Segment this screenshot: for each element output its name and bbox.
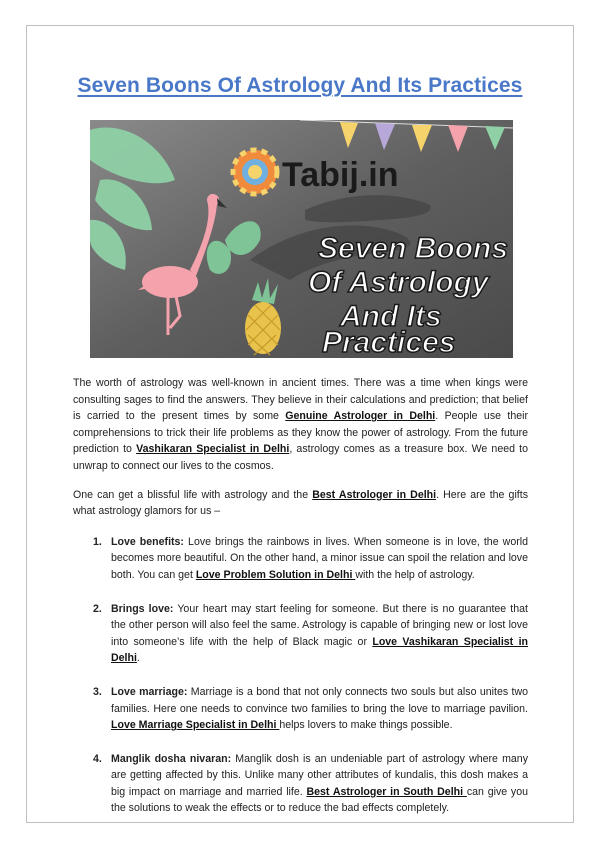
- zodiac-wheel-icon: [233, 150, 277, 194]
- genuine-astrologer-link[interactable]: Genuine Astrologer in Delhi: [285, 410, 436, 423]
- list-item: 3. Love marriage: Marriage is a bond that not only connects two souls but also unites two families. Here one needs to convince two families to bring the love to marriage pavilion. Love Marriage Specialist in Delhi helps lovers to make things possible.: [93, 685, 528, 732]
- hero-overlay-line: Practices: [322, 326, 456, 358]
- hero-image: [90, 120, 513, 358]
- list-item: 4. Manglik dosha nivaran: Manglik dosh is an undeniable part of astrology where many are getting affected by this. Unlike many other attributes of kundalis, this dosh makes a big impact on marriage and married life. Best Astrologer in South Delhi can give you the solutions to weak the effects or to reduce the bad effects completely.: [93, 752, 529, 815]
- vashikaran-specialist-link[interactable]: Vashikaran Specialist in Delhi: [136, 443, 290, 456]
- page-title[interactable]: Seven Boons Of Astrology And Its Practices: [77, 74, 523, 97]
- hero-brand: Tabij.in: [282, 156, 399, 194]
- hero-overlay-line: Seven Boons: [318, 232, 509, 265]
- list-item: 1. Love benefits: Love brings the rainbows in lives. When someone is in love, the world becomes more beautiful. On the other hand, a minor issue can spoil the relation and love both. You can get Love Problem Solution in Delhi with the help of astrology.: [93, 535, 528, 581]
- gifts-paragraph: One can get a blissful life with astrology and the Best Astrologer in Delhi. Here are the gifts what astrology glamors for us –: [73, 488, 528, 518]
- article-body: [73, 375, 528, 834]
- love-problem-solution-link[interactable]: Love Problem Solution in Delhi: [195, 568, 356, 581]
- love-marriage-specialist-link[interactable]: Love Marriage Specialist in Delhi: [111, 719, 280, 732]
- best-astrologer-south-delhi-link[interactable]: Best Astrologer in South Delhi: [306, 785, 467, 798]
- best-astrologer-link[interactable]: Best Astrologer in Delhi: [312, 488, 437, 501]
- list-item: 2. Brings love: Your heart may start feeling for someone. But there is no guarantee that the other person will also feel the same. Astrology is capable of bringing new or lost love into someone’s life with the help of Black magic or Love Vashikaran Specialist in Delhi.: [93, 602, 528, 665]
- hero-overlay-line: Of Astrology: [308, 266, 489, 299]
- love-vashikaran-specialist-link[interactable]: Love Vashikaran Specialist in Delhi: [111, 635, 528, 665]
- intro-paragraph: The worth of astrology was well-known in ancient times. There was a time when kings were consulting sages to find the answers. They believe in their calculations and prediction; that belief is carried to the present times by some Genuine Astrologer in Delhi. People use their comprehensions to trick their life problems as they know the power of astrology. From the future prediction to Vashikaran Specialist in Delhi, astrology comes as a treasure box. We need to unwrap to connect our lives to the cosmos.: [73, 377, 528, 472]
- boons-list: [73, 534, 528, 817]
- hero-overlay-line: And Its: [340, 300, 442, 333]
